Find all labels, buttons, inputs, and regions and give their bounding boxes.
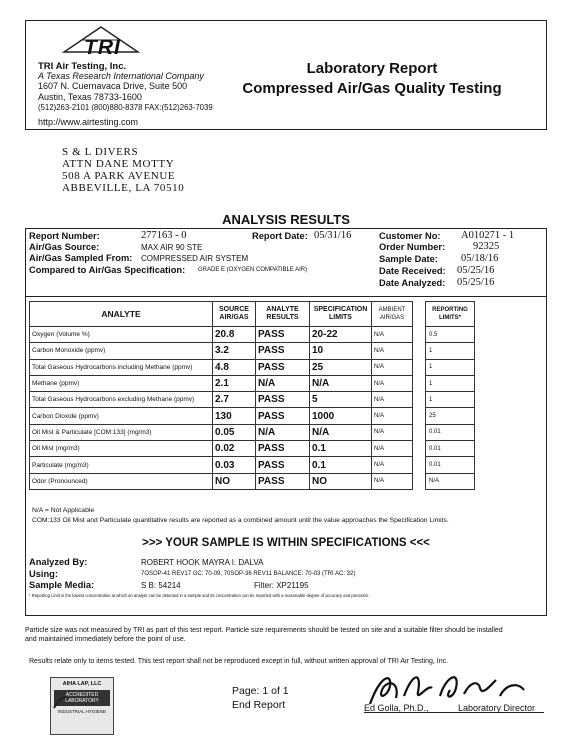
logo-text: TRI (84, 36, 121, 59)
cell-spec: NO (310, 473, 372, 489)
seal-org: AIHA LAP, LLC (62, 681, 102, 687)
cell-result: N/A (256, 375, 310, 391)
results-table (29, 301, 413, 490)
customer-no: A010271 - 1 (461, 230, 515, 241)
col-ambient: AMBIENT AIR/GAS (372, 302, 413, 327)
reporting-row (426, 375, 475, 391)
sample-date-label: Sample Date: (379, 254, 438, 264)
cell-ambient: N/A (372, 327, 413, 343)
using-value: 7OSOP-41 REV17 GC: 70-09, 70SOP-36 REV11 BALANCE: 70-03 (TRI AC: 32) (141, 571, 356, 577)
company-website: http://www.airtesting.com (38, 117, 139, 127)
cell-analyte: Methane (ppmv) (30, 375, 213, 391)
table-row (30, 343, 413, 359)
cell-result: N/A (256, 424, 310, 440)
cell-reporting: 1 (426, 343, 475, 359)
cell-result: PASS (256, 327, 310, 343)
cell-ambient: N/A (372, 343, 413, 359)
cell-source: 0.03 (213, 457, 256, 473)
reporting-row (426, 327, 475, 343)
cell-ambient: N/A (372, 359, 413, 375)
col-results: ANALYTE RESULTS (256, 302, 310, 327)
report-title: Laboratory Report (306, 60, 438, 77)
seal-banner: ACCREDITED LABORATORY (54, 690, 110, 706)
table-row (30, 359, 413, 375)
date-received: 05/25/16 (457, 265, 495, 276)
cell-ambient: N/A (372, 408, 413, 424)
cell-spec: N/A (310, 375, 372, 391)
cell-analyte: Carbon Monoxide (ppmv) (30, 343, 213, 359)
cell-analyte: Oxygen (Volume %) (30, 327, 213, 343)
cell-source: 0.02 (213, 441, 256, 457)
cell-source: 2.1 (213, 375, 256, 391)
date-analyzed: 05/25/16 (457, 277, 495, 288)
analyzed-by: ROBERT HOOK MAYRA I. DALVA (141, 558, 264, 567)
date-analyzed-label: Date Analyzed: (379, 278, 446, 288)
col-source: SOURCE AIR/GAS (213, 302, 256, 327)
order-number-label: Order Number: (379, 242, 446, 252)
spec-value: GRADE E (OXYGEN COMPATIBLE AIR) (198, 267, 308, 273)
table-row (30, 473, 413, 489)
table-row (30, 375, 413, 391)
source-label: Air/Gas Source: (29, 242, 100, 252)
sampled-value: COMPRESSED AIR SYSTEM (141, 254, 249, 263)
within-spec-banner: >>> YOUR SAMPLE IS WITHIN SPECIFICATIONS <<< (142, 537, 430, 549)
cell-reporting: 25 (426, 408, 475, 424)
cell-spec: 5 (310, 392, 372, 408)
end-report: End Report (232, 699, 286, 711)
company-phones: (512)263-2101 (800)880-8378 FAX:(512)263-7039 (38, 103, 213, 112)
cell-source: 0.05 (213, 424, 256, 440)
cell-result: PASS (256, 457, 310, 473)
col-analyte: ANALYTE (30, 302, 213, 327)
reporting-row (426, 359, 475, 375)
seal-swoosh-icon (53, 696, 67, 710)
table-row (30, 392, 413, 408)
cell-spec: 10 (310, 343, 372, 359)
analysis-results-title: ANALYSIS RESULTS (222, 212, 350, 227)
cell-result: PASS (256, 392, 310, 408)
cell-result: PASS (256, 408, 310, 424)
col-spec: SPECIFICATION LIMITS (310, 302, 372, 327)
na-note: N/A = Not Applicable (32, 507, 95, 514)
cell-ambient: N/A (372, 424, 413, 440)
cell-analyte: Odor (Pronounced) (30, 473, 213, 489)
cell-reporting: 0.01 (426, 441, 475, 457)
signer-name: Ed Golla, Ph.D., (364, 703, 429, 713)
reporting-header-row (426, 302, 475, 327)
report-date: 05/31/16 (314, 230, 352, 241)
cell-spec: 0.1 (310, 457, 372, 473)
cell-spec: 20-22 (310, 327, 372, 343)
cell-source: 2.7 (213, 392, 256, 408)
cell-reporting: 1 (426, 359, 475, 375)
signer-title: Laboratory Director (458, 703, 536, 713)
reporting-row (426, 473, 475, 489)
customer-no-label: Customer No: (379, 231, 441, 241)
cell-analyte: Carbon Dioxide (ppmv) (30, 408, 213, 424)
cell-ambient: N/A (372, 392, 413, 408)
client-name: S & L DIVERS (62, 146, 139, 158)
table-row (30, 457, 413, 473)
accreditation-seal (50, 677, 114, 735)
cell-reporting: 1 (426, 375, 475, 391)
client-attn: ATTN DANE MOTTY (62, 158, 175, 170)
table-row (30, 327, 413, 343)
results-header-row (30, 302, 413, 327)
cell-source: 130 (213, 408, 256, 424)
source-value: MAX AIR 90 STE (141, 243, 203, 252)
col-reporting: REPORTING LIMITS* (426, 302, 475, 327)
cell-spec: N/A (310, 424, 372, 440)
cell-source: 3.2 (213, 343, 256, 359)
cell-source: 20.8 (213, 327, 256, 343)
reporting-limit-note: * Reporting Limit is the lowest concentration at which an analyte can be detected in a sample and its concentration can be reported with a reasonable degree of accuracy and precision. (29, 593, 370, 598)
company-address-1: 1607 N. Cuernavaca Drive, Suite 500 (38, 81, 188, 91)
analyzed-by-label: Analyzed By: (29, 557, 88, 567)
reporting-row (426, 441, 475, 457)
cell-ambient: N/A (372, 441, 413, 457)
results-disclaimer: Results relate only to items tested. This test report shall not be reproduced except in full, without written approval of TRI Air Testing, Inc. (29, 658, 449, 665)
reporting-row (426, 343, 475, 359)
report-number: 277163 - 0 (141, 230, 187, 241)
cell-reporting: 0.01 (426, 457, 475, 473)
cell-analyte: Oil Mist & Particulate [COM:133] (mg/m3) (30, 424, 213, 440)
company-name: TRI Air Testing, Inc. (38, 61, 127, 72)
cell-spec: 0.1 (310, 441, 372, 457)
page-number: Page: 1 of 1 (232, 685, 289, 697)
reporting-row (426, 408, 475, 424)
reporting-row (426, 457, 475, 473)
sampled-label: Air/Gas Sampled From: (29, 253, 133, 263)
spec-label: Compared to Air/Gas Specification: (29, 265, 186, 275)
cell-reporting: 1 (426, 392, 475, 408)
table-row (30, 424, 413, 440)
sample-media-label: Sample Media: (29, 580, 95, 590)
cell-analyte: Particulate (mg/m3) (30, 457, 213, 473)
com133-note: COM:133 Oil Mist and Particulate quantitative results are reported as a combined amount until the value approaches the Specification Limits. (32, 517, 449, 524)
particle-note-2: and maintained immediately before the point of use. (25, 636, 186, 643)
info-divider (25, 296, 547, 297)
cell-analyte: Oil Mist (mg/m3) (30, 441, 213, 457)
cell-spec: 25 (310, 359, 372, 375)
report-number-label: Report Number: (29, 231, 100, 241)
cell-reporting: 0.5 (426, 327, 475, 343)
company-address-2: Austin, Texas 78733-1600 (38, 92, 142, 102)
reporting-row (426, 424, 475, 440)
date-received-label: Date Received: (379, 266, 446, 276)
client-street: 508 A PARK AVENUE (62, 170, 176, 182)
cell-ambient: N/A (372, 457, 413, 473)
seal-subtitle: INDUSTRIAL HYGIENE (57, 709, 107, 714)
cell-analyte: Total Gaseous Hydrocarbons including Methane (ppmv) (30, 359, 213, 375)
cell-reporting: N/A (426, 473, 475, 489)
report-date-label: Report Date: (252, 231, 308, 241)
sample-media-filter: Filter: XP21195 (254, 581, 309, 590)
cell-ambient: N/A (372, 375, 413, 391)
cell-spec: 1000 (310, 408, 372, 424)
table-row (30, 441, 413, 457)
cell-analyte: Total Gaseous Hydrocarbons excluding Methane (ppmv) (30, 392, 213, 408)
order-number: 92325 (473, 241, 500, 252)
cell-result: PASS (256, 441, 310, 457)
sample-date: 05/18/16 (461, 253, 499, 264)
cell-ambient: N/A (372, 473, 413, 489)
reporting-limits-table (425, 301, 475, 490)
cell-result: PASS (256, 343, 310, 359)
sample-media-sb: S B: 54214 (141, 581, 181, 590)
report-subtitle: Compressed Air/Gas Quality Testing (242, 80, 502, 97)
cell-reporting: 0.01 (426, 424, 475, 440)
company-tagline: A Texas Research International Company (38, 71, 204, 81)
table-row (30, 408, 413, 424)
cell-result: PASS (256, 359, 310, 375)
cell-result: PASS (256, 473, 310, 489)
client-city: ABBEVILLE, LA 70510 (62, 182, 185, 194)
reporting-row (426, 392, 475, 408)
using-label: Using: (29, 569, 58, 579)
cell-source: NO (213, 473, 256, 489)
cell-source: 4.8 (213, 359, 256, 375)
particle-note-1: Particle size was not measured by TRI as part of this test report. Particle size requirements should be tested on site and a suitable filter should be installed (25, 627, 503, 634)
